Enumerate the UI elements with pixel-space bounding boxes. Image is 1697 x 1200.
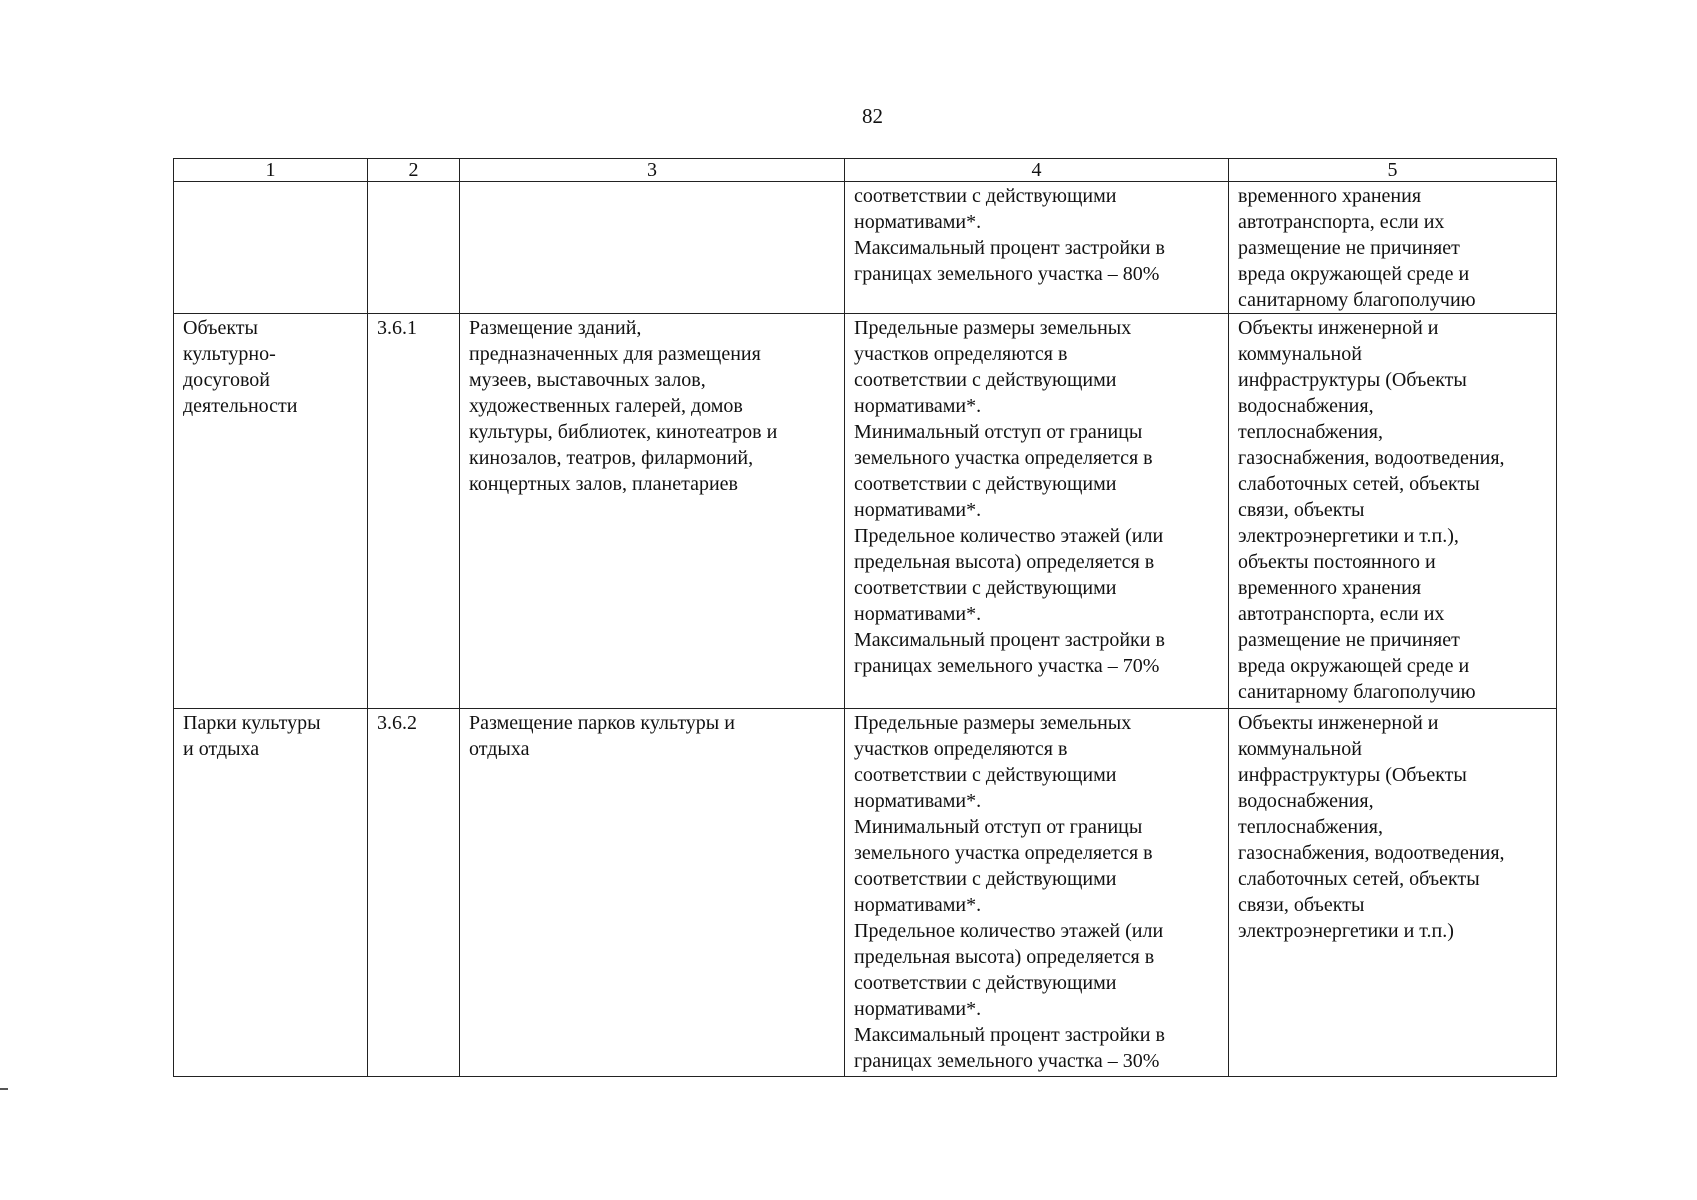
text-line: теплоснабжения, — [1238, 816, 1383, 838]
text-line: нормативами*. — [854, 790, 982, 812]
text-line: нормативами*. — [854, 499, 982, 521]
text-line: Объекты инженерной и — [1238, 712, 1439, 734]
text-line: газоснабжения, водоотведения, — [1238, 447, 1505, 469]
text-line: участков определяются в — [854, 738, 1068, 760]
text-line: соответствии с действующими — [854, 473, 1117, 495]
parameters-cell — [845, 709, 1229, 1077]
text-line: водоснабжения, — [1238, 790, 1374, 812]
column-header: 5 — [1229, 159, 1557, 182]
auxiliary-uses-cell — [1229, 182, 1557, 314]
text-line: земельного участка определяется в — [854, 842, 1153, 864]
text-line: автотранспорта, если их — [1238, 211, 1445, 233]
text-line: соответствии с действующими — [854, 577, 1117, 599]
text-line: Размещение парков культуры и — [469, 712, 735, 734]
text-line: связи, объекты — [1238, 894, 1365, 916]
text-line: досуговой — [183, 369, 271, 391]
text-line: нормативами*. — [854, 998, 982, 1020]
parameters-cell — [845, 182, 1229, 314]
text-line: культуры, библиотек, кинотеатров и — [469, 421, 778, 443]
text-line: предельная высота) определяется в — [854, 551, 1155, 573]
text-line: Минимальный отступ от границы — [854, 421, 1143, 443]
text-line: нормативами*. — [854, 894, 982, 916]
regulations-table — [173, 158, 1557, 1077]
text-line: Парки культуры — [183, 712, 321, 734]
use-description-cell — [460, 182, 845, 314]
use-name-cell — [174, 314, 368, 709]
text-line: Предельные размеры земельных — [854, 712, 1132, 734]
text-line: электроэнергетики и т.п.) — [1238, 920, 1454, 942]
table-header-row — [174, 159, 1557, 182]
auxiliary-uses-cell — [1229, 314, 1557, 709]
text-line: временного хранения — [1238, 577, 1422, 599]
text-line: деятельности — [183, 395, 298, 417]
column-header: 3 — [460, 159, 845, 182]
text-line: временного хранения — [1238, 185, 1422, 207]
text-line: музеев, выставочных залов, — [469, 369, 706, 391]
text-line: Максимальный процент застройки в — [854, 1024, 1165, 1046]
text-line: соответствии с действующими — [854, 369, 1117, 391]
text-line: Объекты — [183, 317, 258, 339]
text-line: соответствии с действующими — [854, 972, 1117, 994]
parameters-cell — [845, 314, 1229, 709]
text-line: кинозалов, театров, филармоний, — [469, 447, 754, 469]
text-line: коммунальной — [1238, 738, 1362, 760]
text-line: инфраструктуры (Объекты — [1238, 369, 1467, 391]
text-line: соответствии с действующими — [854, 185, 1117, 207]
text-line: предназначенных для размещения — [469, 343, 761, 365]
text-line: теплоснабжения, — [1238, 421, 1383, 443]
column-header: 2 — [368, 159, 460, 182]
use-code-cell — [368, 314, 460, 709]
use-name-cell — [174, 182, 368, 314]
text-line: и отдыха — [183, 738, 260, 760]
text-line: предельная высота) определяется в — [854, 946, 1155, 968]
text-line: Максимальный процент застройки в — [854, 237, 1165, 259]
text-line: газоснабжения, водоотведения, — [1238, 842, 1505, 864]
column-header: 4 — [845, 159, 1229, 182]
text-line: вреда окружающей среде и — [1238, 655, 1470, 677]
text-line: отдыха — [469, 738, 530, 760]
text-line: Предельное количество этажей (или — [854, 920, 1164, 942]
text-line: инфраструктуры (Объекты — [1238, 764, 1467, 786]
text-line: размещение не причиняет — [1238, 237, 1460, 259]
text-line: границах земельного участка – 70% — [854, 655, 1160, 677]
table-row — [174, 182, 1557, 314]
text-line: водоснабжения, — [1238, 395, 1374, 417]
text-line: соответствии с действующими — [854, 764, 1117, 786]
text-line: художественных галерей, домов — [469, 395, 743, 417]
text-line: слаботочных сетей, объекты — [1238, 868, 1480, 890]
use-code-cell — [368, 709, 460, 1077]
text-line: электроэнергетики и т.п.), — [1238, 525, 1459, 547]
text-line: объекты постоянного и — [1238, 551, 1436, 573]
text-line: нормативами*. — [854, 395, 982, 417]
text-line: размещение не причиняет — [1238, 629, 1460, 651]
text-line: культурно- — [183, 343, 276, 365]
text-line: границах земельного участка – 80% — [854, 263, 1160, 285]
text-line: Предельное количество этажей (или — [854, 525, 1164, 547]
column-header: 1 — [174, 159, 368, 182]
use-name-cell — [174, 709, 368, 1077]
text-line: границах земельного участка – 30% — [854, 1050, 1160, 1072]
text-line: Размещение зданий, — [469, 317, 642, 339]
text-line: концертных залов, планетариев — [469, 473, 739, 495]
use-description-cell — [460, 709, 845, 1077]
text-line: вреда окружающей среде и — [1238, 263, 1470, 285]
use-description-cell — [460, 314, 845, 709]
text-line: 3.6.1 — [377, 317, 417, 339]
text-line: 3.6.2 — [377, 712, 417, 734]
auxiliary-uses-cell — [1229, 709, 1557, 1077]
table-row — [174, 314, 1557, 709]
margin-mark — [0, 1088, 8, 1090]
text-line: Предельные размеры земельных — [854, 317, 1132, 339]
text-line: слаботочных сетей, объекты — [1238, 473, 1480, 495]
text-line: автотранспорта, если их — [1238, 603, 1445, 625]
text-line: Объекты инженерной и — [1238, 317, 1439, 339]
page-number: 82 — [862, 104, 883, 128]
text-line: Максимальный процент застройки в — [854, 629, 1165, 651]
text-line: нормативами*. — [854, 211, 982, 233]
text-line: Минимальный отступ от границы — [854, 816, 1143, 838]
text-line: земельного участка определяется в — [854, 447, 1153, 469]
text-line: соответствии с действующими — [854, 868, 1117, 890]
text-line: нормативами*. — [854, 603, 982, 625]
text-line: санитарному благополучию — [1238, 289, 1476, 311]
text-line: участков определяются в — [854, 343, 1068, 365]
text-line: связи, объекты — [1238, 499, 1365, 521]
text-line: санитарному благополучию — [1238, 681, 1476, 703]
table-row — [174, 709, 1557, 1077]
use-code-cell — [368, 182, 460, 314]
text-line: коммунальной — [1238, 343, 1362, 365]
